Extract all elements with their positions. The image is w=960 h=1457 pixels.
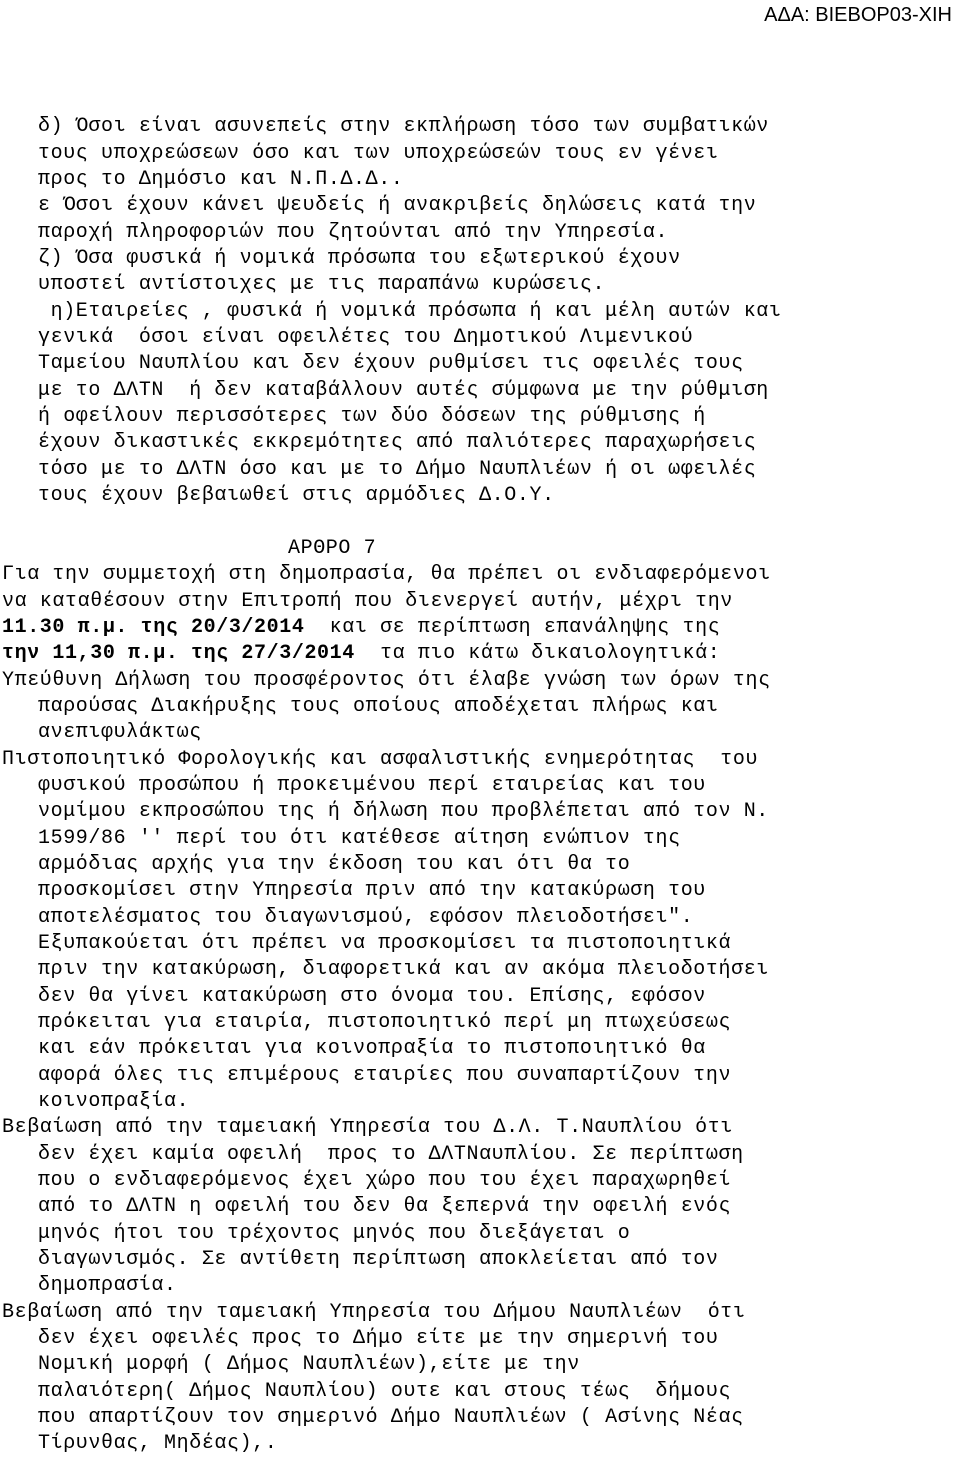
text-line: παροχή πληροφοριών που ζητούνται από την Υπηρεσία. xyxy=(38,221,669,244)
deadline-line xyxy=(2,615,960,641)
text-line: προς το Δημόσιο και Ν.Π.Δ.Δ.. xyxy=(38,168,404,191)
text-line: αρμόδιας αρχής για την έκδοση του και ότι θα το xyxy=(38,853,631,876)
ada-watermark: ΑΔΑ: ΒΙΕΒΟΡ03-ΧΙΗ xyxy=(764,4,952,26)
text-line: παρούσας Διακήρυξης τους οποίους αποδέχεται πλήρως και xyxy=(38,695,719,718)
deadline-line xyxy=(2,641,960,667)
text-line: φυσικού προσώπου ή προκειμένου περί εταιρείας και του xyxy=(38,774,706,797)
text-line: γενικά όσοι είναι οφειλέτες του Δημοτικού Λιμενικού xyxy=(38,326,694,349)
text-line: να καταθέσουν στην Επιτροπή που διενεργεί αυτήν, μέχρι την xyxy=(2,590,733,613)
text-line: με το ΔΛΤΝ ή δεν καταβάλλουν αυτές σύμφωνα με την ρύθμιση xyxy=(38,379,769,402)
text-line: ανεπιφυλάκτως xyxy=(38,721,202,744)
text-line: τους υποχρεώσεων όσο και των υποχρεώσεών τους εν γένει xyxy=(38,142,719,165)
deadline-date: 11.30 π.μ. της 20/3/2014 xyxy=(2,616,305,639)
text-line: τους έχουν βεβαιωθεί στις αρμόδιες Δ.Ο.Υ. xyxy=(38,484,555,507)
text-line: η)Εταιρείες , φυσικά ή νομικά πρόσωπα ή και μέλη αυτών και xyxy=(38,300,782,323)
text-line: αποτελέσματος του διαγωνισμού, εφόσον πλειοδοτήσει". xyxy=(38,906,694,929)
text-line: και εάν πρόκειται για κοινοπραξία το πιστοποιητικό θα xyxy=(38,1037,706,1060)
text-line: δημοπρασία. xyxy=(38,1274,177,1297)
text-line: μηνός ήτοι του τρέχοντος μηνός που διεξάγεται ο xyxy=(38,1222,631,1245)
text-line: Βεβαίωση από την ταμειακή Υπηρεσία του Δήμου Ναυπλιέων ότι xyxy=(2,1301,746,1324)
text-line: Βεβαίωση από την ταμειακή Υπηρεσία του Δ.Λ. Τ.Ναυπλίου ότι xyxy=(2,1116,733,1139)
text-line: ζ) Όσα φυσικά ή νομικά πρόσωπα του εξωτερικού έχουν xyxy=(38,247,681,270)
text-line: προσκομίσει στην Υπηρεσία πριν από την κατακύρωση του xyxy=(38,879,706,902)
text-line: δεν έχει καμία οφειλή προς το ΔΛΤΝαυπλίου. Σε περίπτωση xyxy=(38,1143,744,1166)
text-line: τόσο με το ΔΛΤΝ όσο και με το Δήμο Ναυπλιέων ή οι ωφειλές xyxy=(38,458,757,481)
text-line: Για την συμμετοχή στη δημοπρασία, θα πρέπει οι ενδιαφερόμενοι xyxy=(2,563,771,586)
text-line: Πιστοποιητικό Φορολογικής και ασφαλιστικής ενημερότητας του xyxy=(2,748,759,771)
text-line: Τίρυνθας, Μηδέας),. xyxy=(38,1432,278,1455)
text-line: δεν θα γίνει κατακύρωση στο όνομα του. Επίσης, εφόσον xyxy=(38,985,706,1008)
text-line: δ) Όσοι είναι ασυνεπείς στην εκπλήρωση τόσο των συμβατικών xyxy=(38,115,769,138)
text-line: Νομική μορφή ( Δήμος Ναυπλιέων),είτε με την xyxy=(38,1353,580,1376)
text-line: Εξυπακούεται ότι πρέπει να προσκομίσει τα πιστοποιητικά xyxy=(38,932,732,955)
deadline-date: την 11,30 π.μ. της 27/3/2014 xyxy=(2,642,355,665)
deadline-text: τα πιο κάτω δικαιολογητικά: xyxy=(354,642,721,665)
text-line: 1599/86 '' περί του ότι κατέθεσε αίτηση ενώπιον της xyxy=(38,827,681,850)
text-line: Υπεύθυνη Δήλωση του προσφέροντος ότι έλαβε γνώση των όρων της xyxy=(2,669,771,692)
text-line: πριν την κατακύρωση, διαφορετικά και αν ακόμα πλειοδοτήσει xyxy=(38,958,769,981)
text-line: ε Όσοι έχουν κάνει ψευδείς ή ανακριβείς δηλώσεις κατά την xyxy=(38,194,757,217)
text-line: διαγωνισμός. Σε αντίθετη περίπτωση αποκλείεται από τον xyxy=(38,1248,719,1271)
text-line: κοινοπραξία. xyxy=(38,1090,190,1113)
article-title: ΑΡΘΡΟ 7 xyxy=(288,537,377,560)
text-line: ή οφείλουν περισσότερες των δύο δόσεων της ρύθμισης ή xyxy=(38,405,706,428)
text-line: έχουν δικαστικές εκκρεμότητες από παλιότερες παραχωρήσεις xyxy=(38,431,757,454)
text-line: Ταμείου Ναυπλίου και δεν έχουν ρυθμίσει τις οφειλές τους xyxy=(38,352,744,375)
text-line: παλαιότερη( Δήμος Ναυπλίου) ουτε και στους τέως δήμους xyxy=(38,1380,732,1403)
text-line: δεν έχει οφειλές προς το Δήμο είτε με την σημερινή του xyxy=(38,1327,719,1350)
text-line: που ο ενδιαφερόμενος έχει χώρο που του έχει παραχωρηθεί xyxy=(38,1169,732,1192)
text-line: νομίμου εκπροσώπου της ή δήλωση που προβλέπεται από τον Ν. xyxy=(38,800,769,823)
text-line: αφορά όλες τις επιμέρους εταιρίες που συναπαρτίζουν την xyxy=(38,1064,732,1087)
text-line: πρόκειται για εταιρία, πιστοποιητικό περί μη πτωχεύσεως xyxy=(38,1011,732,1034)
text-line: που απαρτίζουν τον σημερινό Δήμο Ναυπλιέων ( Ασίνης Νέας xyxy=(38,1406,744,1429)
text-line: από το ΔΛΤΝ η οφειλή του δεν θα ξεπερνά την οφειλή ενός xyxy=(38,1195,732,1218)
text-line: υποστεί αντίστοιχες με τις παραπάνω κυρώσεις. xyxy=(38,273,606,296)
deadline-text: και σε περίπτωση επανάληψης της xyxy=(304,616,721,639)
